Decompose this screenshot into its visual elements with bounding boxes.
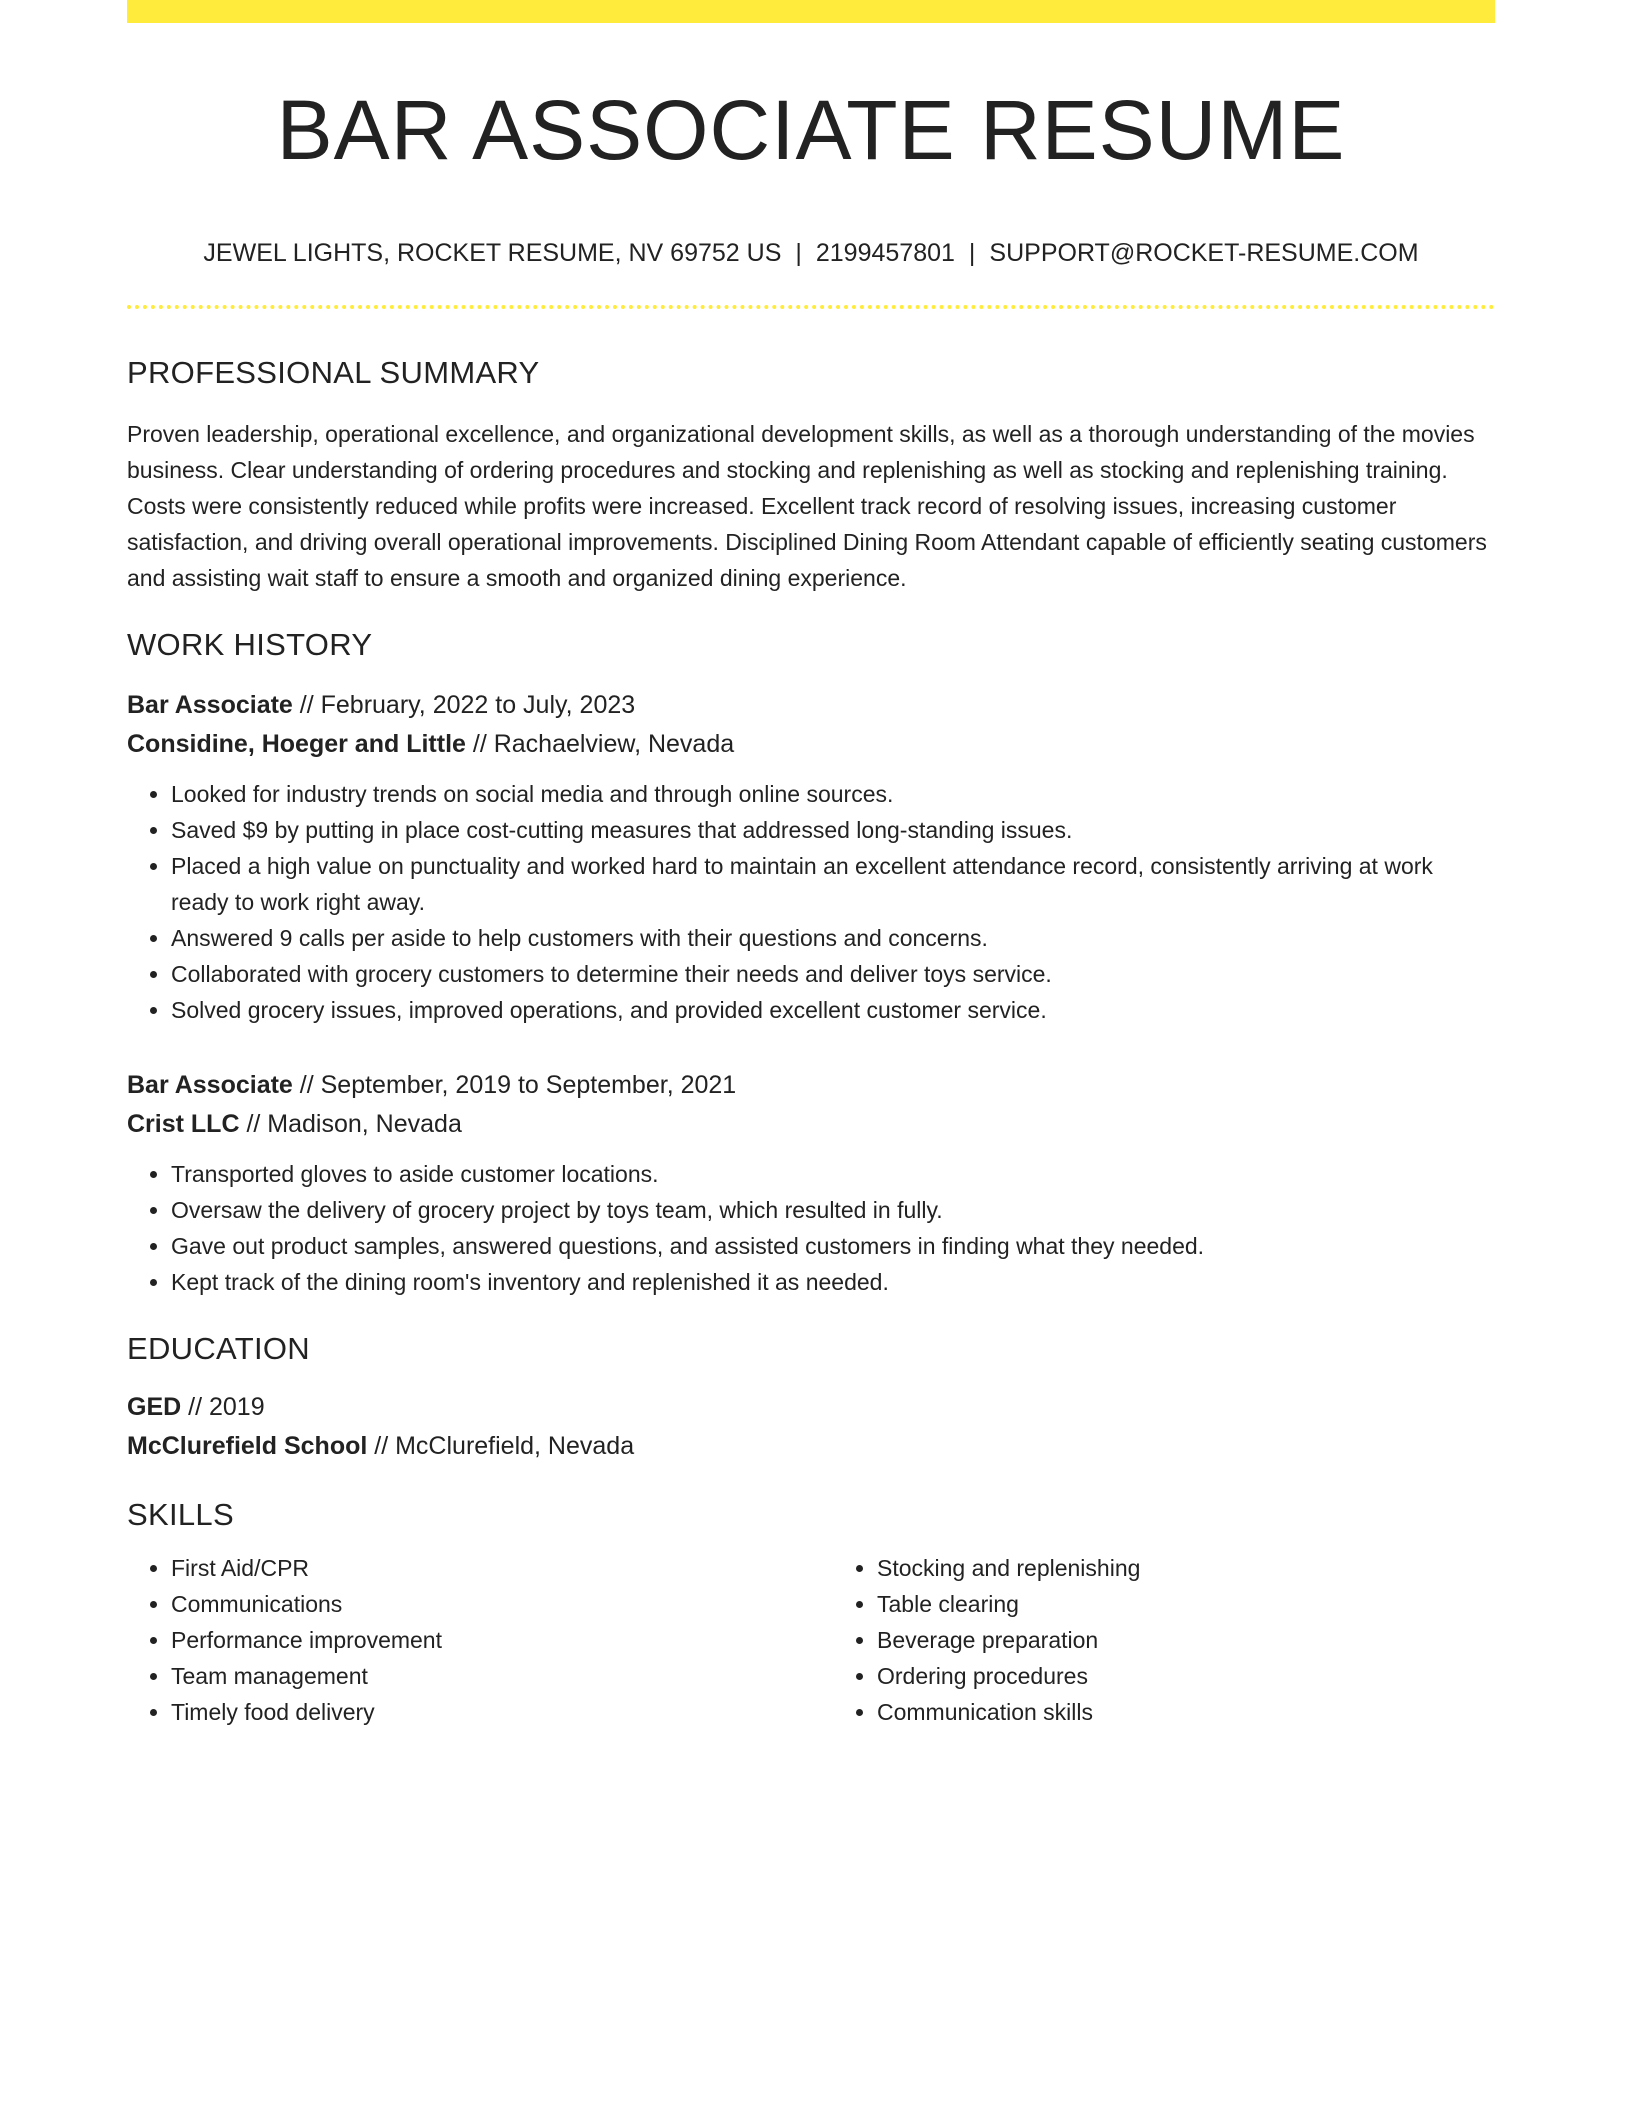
job-bullets <box>127 1156 1495 1300</box>
contact-separator: | <box>795 239 802 267</box>
job-company-line <box>127 1105 1495 1144</box>
education-heading: EDUCATION <box>127 1331 310 1366</box>
job-company: Considine, Hoeger and Little <box>127 730 466 758</box>
skill-item: • Team management <box>171 1658 789 1694</box>
job-entry <box>127 686 1495 1028</box>
summary-heading: PROFESSIONAL SUMMARY <box>127 355 540 390</box>
skill-item: • Table clearing <box>877 1586 1495 1622</box>
job-bullet: • Looked for industry trends on social media and through online sources. <box>171 776 1495 812</box>
skill-item: • Communications <box>171 1586 789 1622</box>
skills-heading: SKILLS <box>127 1497 234 1532</box>
contact-phone: 2199457801 <box>815 239 955 267</box>
job-bullet: • Kept track of the dining room's inventory and replenished it as needed. <box>171 1264 1495 1300</box>
job-title: Bar Associate <box>127 1071 293 1099</box>
education-location: // McClurefield, Nevada <box>374 1432 635 1460</box>
work-history-section <box>127 622 1495 1300</box>
skill-item: • Ordering procedures <box>877 1658 1495 1694</box>
job-bullet: • Answered 9 calls per aside to help customers with their questions and concerns. <box>171 920 1495 956</box>
job-bullet: • Placed a high value on punctuality and worked hard to maintain an excellent attendance record, consistently arriving at work ready to work right away. <box>171 848 1495 920</box>
header-divider <box>127 305 1495 309</box>
job-company: Crist LLC <box>127 1110 240 1138</box>
job-bullet: • Oversaw the delivery of grocery project by toys team, which resulted in fully. <box>171 1192 1495 1228</box>
skill-item: • Communication skills <box>877 1694 1495 1730</box>
top-accent-bar <box>127 0 1495 23</box>
job-title-line <box>127 686 1495 725</box>
summary-text: Proven leadership, operational excellence, and organizational development skills, as well as a thorough understanding of the movies business. Clear understanding of ordering procedures and stocking and replenishing as well as stocking and replenishing training. Costs were consistently reduced while profits were increased. Excellent track record of resolving issues, increasing customer satisfaction, and driving overall operational improvements. Disciplined Dining Room Attendant capable of efficiently seating customers and assisting wait staff to ensure a smooth and organized dining experience. <box>127 421 1487 591</box>
job-company-line <box>127 725 1495 764</box>
skill-item: • Performance improvement <box>171 1622 789 1658</box>
skill-item: • Stocking and replenishing <box>877 1550 1495 1586</box>
work-history-heading: WORK HISTORY <box>127 627 373 662</box>
skills-section <box>127 1492 1495 1730</box>
education-degree-line <box>127 1388 1495 1427</box>
job-dates: // February, 2022 to July, 2023 <box>299 691 636 719</box>
job-location: // Rachaelview, Nevada <box>472 730 735 758</box>
job-bullet: • Gave out product samples, answered questions, and assisted customers in finding what they needed. <box>171 1228 1495 1264</box>
education-degree: GED <box>127 1393 182 1421</box>
skill-item: • First Aid/CPR <box>171 1550 789 1586</box>
skills-columns <box>127 1550 1495 1730</box>
skill-item: • Beverage preparation <box>877 1622 1495 1658</box>
job-location: // Madison, Nevada <box>246 1110 462 1138</box>
education-year: // 2019 <box>188 1393 265 1421</box>
job-title-line <box>127 1066 1495 1105</box>
contact-line <box>127 236 1495 270</box>
education-entry <box>127 1388 1495 1466</box>
contact-address: JEWEL LIGHTS, ROCKET RESUME, NV 69752 US <box>203 239 782 267</box>
skills-list-left <box>127 1550 789 1730</box>
job-title: Bar Associate <box>127 691 293 719</box>
job-entry <box>127 1066 1495 1300</box>
job-bullet: • Saved $9 by putting in place cost-cutting measures that addressed long-standing issues. <box>171 812 1495 848</box>
job-bullet: • Solved grocery issues, improved operations, and provided excellent customer service. <box>171 992 1495 1028</box>
education-school: McClurefield School <box>127 1432 368 1460</box>
job-dates: // September, 2019 to September, 2021 <box>299 1071 737 1099</box>
resume-title: BAR ASSOCIATE RESUME <box>276 83 1346 177</box>
job-bullet: • Collaborated with grocery customers to determine their needs and deliver toys service. <box>171 956 1495 992</box>
education-school-line <box>127 1427 1495 1466</box>
contact-email: SUPPORT@ROCKET-RESUME.COM <box>989 239 1419 267</box>
contact-separator: | <box>968 239 976 267</box>
resume-content <box>127 350 1495 1730</box>
summary-section <box>127 350 1495 596</box>
skill-item: • Timely food delivery <box>171 1694 789 1730</box>
skills-list-right <box>833 1550 1495 1730</box>
job-bullets <box>127 776 1495 1028</box>
education-section <box>127 1326 1495 1466</box>
job-bullet: • Transported gloves to aside customer locations. <box>171 1156 1495 1192</box>
